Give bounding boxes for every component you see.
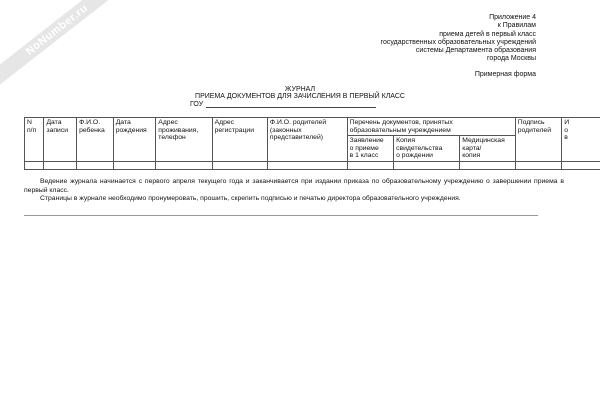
divider bbox=[24, 215, 538, 216]
gou-field bbox=[190, 101, 376, 108]
col-address: Адрес проживания, телефон bbox=[156, 118, 212, 162]
appendix-line: города Москвы bbox=[487, 55, 536, 63]
appendix-line: Приложение 4 bbox=[489, 14, 536, 21]
col-application: Заявление о приеме в 1 класс bbox=[347, 136, 394, 162]
appendix-header bbox=[381, 14, 536, 64]
paragraph: Страницы в журнале необходимо пронумеровать, прошить, скрепить подписью и печатью директора образовательного учреждения. bbox=[40, 195, 461, 202]
appendix-line: государственных образовательных учреждений bbox=[380, 38, 536, 46]
table-row bbox=[25, 161, 600, 169]
form-note: Примерная форма bbox=[474, 71, 536, 78]
appendix-line: приема детей в первый класс bbox=[439, 30, 536, 38]
col-registration: Адрес регистрации bbox=[212, 118, 267, 162]
appendix-line: системы Департамента образования bbox=[415, 47, 536, 55]
col-birth-date: Дата рождения bbox=[113, 118, 156, 162]
paragraph: Ведение журнала начинается с первого апреля текущего года и заканчивается при издании приказа по образовательному учреждению о завершении приема в первый класс. bbox=[24, 178, 564, 194]
col-parents: Ф.И.О. родителей (законных представителей) bbox=[267, 118, 347, 162]
appendix-line: к Правилам bbox=[497, 22, 536, 30]
col-truncated: И о в bbox=[562, 118, 600, 162]
col-birth-cert: Копия свидетельства о рождении bbox=[394, 136, 460, 162]
col-signature: Подпись родителей bbox=[515, 118, 561, 162]
col-documents-group: Перечень документов, принятых образовательным учреждением bbox=[347, 118, 515, 136]
col-medical: Медицинская карта/ копия bbox=[460, 136, 516, 162]
doc-subtitle: ПРИЕМА ДОКУМЕНТОВ ДЛЯ ЗАЧИСЛЕНИЯ В ПЕРВЫЙ КЛАСС bbox=[195, 93, 405, 100]
col-child-name: Ф.И.О. ребенка bbox=[77, 118, 114, 162]
gou-label: ГОУ bbox=[190, 101, 204, 108]
journal-table bbox=[24, 117, 600, 170]
col-number: N п/п bbox=[25, 118, 44, 162]
gou-blank-line bbox=[206, 107, 376, 108]
watermark: NoNumber.ru bbox=[0, 0, 129, 89]
doc-title: ЖУРНАЛ bbox=[284, 86, 316, 93]
col-date: Дата записи bbox=[44, 118, 77, 162]
